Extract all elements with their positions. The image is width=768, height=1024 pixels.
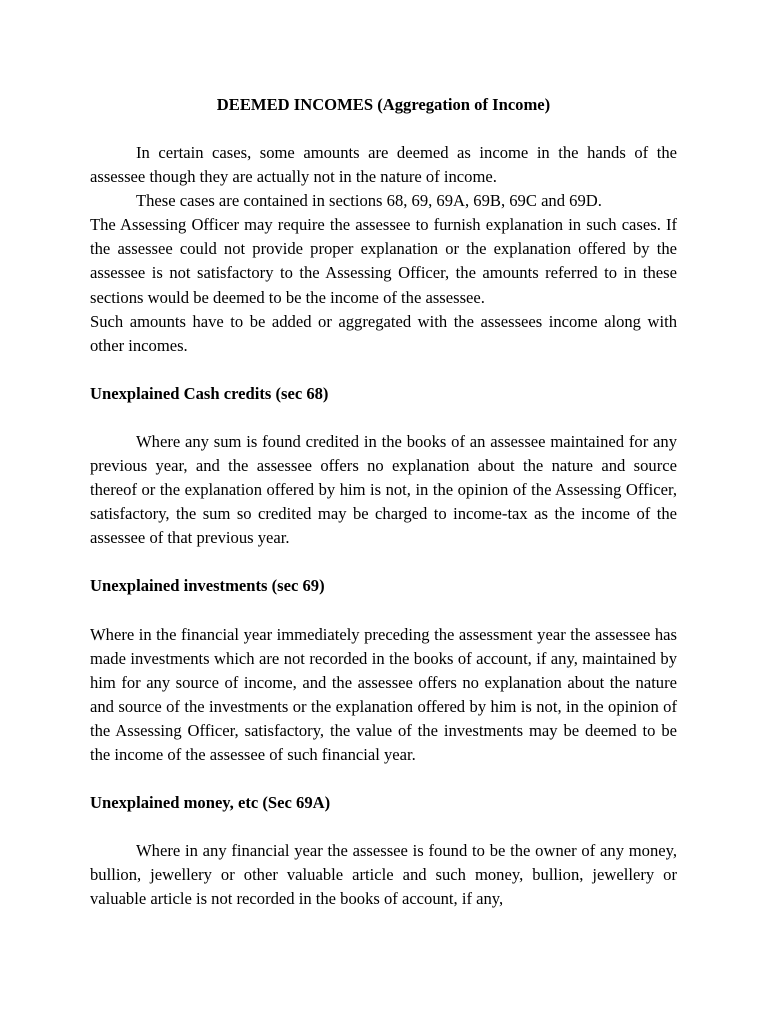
section-heading-sec-69a: Unexplained money, etc (Sec 69A): [90, 793, 331, 813]
section-body-sec-69a: Where in any financial year the assessee is found to be the owner of any money, bullion, jewellery or other valuable article and such money, bullion, jewellery or valuable article is not recorded in the books of account, if any,: [90, 841, 677, 909]
intro-paragraph-2: These cases are contained in sections 68, 69, 69A, 69B, 69C and 69D.: [136, 191, 602, 211]
title-main: DEEMED INCOMES: [216, 95, 374, 114]
spacer: [90, 815, 677, 839]
section-body-sec-68: Where any sum is found credited in the books of an assessee maintained for any previous year, and the assessee offers no explanation about the nature and source thereof or the explanation offered by him is not, in the opinion of the Assessing Officer, satisfactory, the sum so credited may be charged to income-tax as the income of the assessee of that previous year.: [90, 431, 677, 548]
intro-paragraph-1: In certain cases, some amounts are deemed as income in the hands of the assessee though they are actually not in the nature of income.: [90, 143, 677, 187]
intro-paragraph-3: The Assessing Officer may require the assessee to furnish explanation in such cases. If the assessee could not provide proper explanation or the explanation offered by the assessee is not satisfactory to the Assessing Officer, the amounts referred to in these sections would be deemed to be the income of the assessee.: [90, 215, 677, 307]
section-body-sec-69: Where in the financial year immediately preceding the assessment year the assessee has made investments which are not recorded in the books of account, if any, maintained by him for any source of income, and the assessee offers no explanation about the nature and source of the investments or the explanation offered by him is not, in the opinion of the Assessing Officer, satisfactory, the value of the investments may be deemed to be the income of the assessee of such financial year.: [90, 624, 677, 764]
intro-paragraph-4: Such amounts have to be added or aggregated with the assessees income along with other incomes.: [90, 311, 677, 355]
spacer: [90, 767, 677, 791]
spacer: [90, 599, 677, 623]
spacer: [90, 550, 677, 574]
document-title: [90, 93, 677, 117]
section-heading-sec-69: Unexplained investments (sec 69): [90, 576, 325, 596]
spacer: [90, 358, 677, 382]
title-sub: (Aggregation of Income): [377, 95, 551, 114]
section-heading-sec-68: Unexplained Cash credits (sec 68): [90, 383, 329, 403]
spacer: [90, 406, 677, 430]
document-content: [90, 93, 677, 911]
